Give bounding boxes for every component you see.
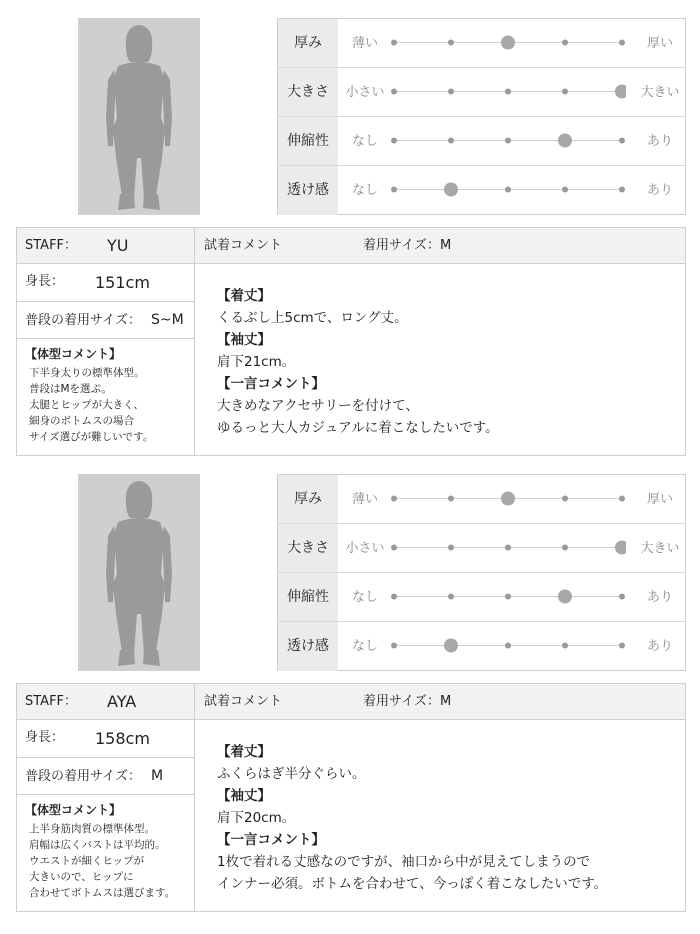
scale-tick <box>448 40 454 46</box>
body-type-comment <box>25 365 194 445</box>
scale-tick <box>562 545 568 551</box>
body-type-line: 細身のボトムスの場合 <box>29 415 134 427</box>
attribute-min-label: 小さい <box>345 541 385 556</box>
body-type-line: 肩幅は広くバストは平均的。 <box>29 839 166 851</box>
attribute-row <box>278 166 685 215</box>
attribute-max-label: あり <box>646 590 673 605</box>
fabric-attribute-table <box>277 18 686 215</box>
staff-review-block <box>0 456 700 912</box>
attribute-scale <box>390 524 626 572</box>
body-type-title: 【体型コメント】 <box>25 347 122 361</box>
scale-marker <box>615 541 626 555</box>
height-cell <box>17 720 194 758</box>
staff-profile-column <box>17 228 195 455</box>
attribute-row <box>278 622 685 671</box>
worn-size-label: 着用サイズ：M <box>363 694 452 709</box>
scale-tick <box>562 89 568 95</box>
scale-marker <box>501 492 515 506</box>
comment-section-heading: 【着丈】 <box>217 744 271 760</box>
attribute-scale-graphic <box>390 573 626 622</box>
usual-size-value: S~M <box>151 312 184 328</box>
scale-tick <box>562 187 568 193</box>
comment-section-heading: 【着丈】 <box>217 288 271 304</box>
staff-cell <box>17 228 194 264</box>
fitting-comment-label: 試着コメント <box>204 694 283 709</box>
fitting-comment-body <box>217 741 677 895</box>
fitting-comment-body <box>217 285 677 439</box>
staff-label: STAFF： <box>25 238 78 253</box>
attribute-min-label: 薄い <box>351 492 378 507</box>
attribute-scale <box>390 19 626 67</box>
scale-tick <box>619 594 625 600</box>
scale-tick <box>391 545 397 551</box>
fitting-comment-header <box>195 684 685 720</box>
body-type-line: 普段はMを選ぶ。 <box>29 383 112 395</box>
scale-marker <box>501 36 515 50</box>
staff-name: YU <box>107 236 129 255</box>
scale-tick <box>619 643 625 649</box>
staff-info-table <box>16 683 686 912</box>
attribute-max-label: あり <box>646 183 673 198</box>
scale-tick <box>391 40 397 46</box>
staff-profile-column <box>17 684 195 911</box>
attribute-scale-graphic <box>390 166 626 215</box>
attribute-row <box>278 19 685 68</box>
attribute-scale-graphic <box>390 622 626 671</box>
scale-tick <box>391 594 397 600</box>
scale-tick <box>391 496 397 502</box>
comment-text-line: 肩下21cm。 <box>217 354 296 370</box>
scale-marker <box>444 183 458 197</box>
attribute-min-label: 小さい <box>345 85 385 100</box>
usual-size-cell <box>17 758 194 795</box>
body-type-line: サイズ選びが難しいです。 <box>29 431 154 443</box>
attribute-max-label: 厚い <box>646 36 673 51</box>
attribute-scale-graphic <box>390 19 626 68</box>
attribute-scale-graphic <box>390 68 626 117</box>
scale-tick <box>505 594 511 600</box>
attribute-min-label: なし <box>351 639 378 654</box>
attribute-min-label: 薄い <box>351 36 378 51</box>
scale-tick <box>391 187 397 193</box>
scale-marker <box>444 639 458 653</box>
attribute-scale <box>390 573 626 621</box>
attribute-label: 厚み <box>278 19 338 67</box>
attribute-min-label: なし <box>351 134 378 149</box>
comment-text-line: 1枚で着れる丈感なのですが、袖口から中が見えてしまうので <box>217 854 591 870</box>
scale-tick <box>619 40 625 46</box>
attribute-row <box>278 475 685 524</box>
comment-text-line: 大きめなアクセサリーを付けて、 <box>217 398 419 414</box>
attribute-scale <box>390 475 626 523</box>
staff-info-table <box>16 227 686 456</box>
scale-tick <box>505 187 511 193</box>
attribute-label: 伸縮性 <box>278 573 338 621</box>
scale-tick <box>505 643 511 649</box>
scale-tick <box>391 89 397 95</box>
scale-tick <box>448 496 454 502</box>
height-value: 158cm <box>95 729 150 748</box>
attribute-label: 大きさ <box>278 524 338 572</box>
comment-section-heading: 【袖丈】 <box>217 332 271 348</box>
fitting-comment-column <box>195 684 685 911</box>
scale-tick <box>619 496 625 502</box>
attribute-label: 大きさ <box>278 68 338 116</box>
body-type-cell <box>17 339 194 455</box>
comment-section-heading: 【一言コメント】 <box>217 832 325 848</box>
scale-tick <box>619 187 625 193</box>
attribute-max-label: 厚い <box>646 492 673 507</box>
body-type-line: 下半身太りの標準体型。 <box>29 367 145 379</box>
body-type-line: 合わせてボトムスは選びます。 <box>29 887 176 899</box>
attribute-row <box>278 573 685 622</box>
scale-marker <box>615 85 626 99</box>
attribute-label: 厚み <box>278 475 338 523</box>
scale-tick <box>562 40 568 46</box>
attribute-max-label: あり <box>646 639 673 654</box>
body-type-line: 大きいので、ヒップに <box>29 871 134 883</box>
attribute-scale <box>390 68 626 116</box>
attribute-max-label: 大きい <box>640 85 680 100</box>
height-value: 151cm <box>95 273 150 292</box>
attribute-min-label: なし <box>351 590 378 605</box>
fitting-comment-header <box>195 228 685 264</box>
scale-tick <box>448 545 454 551</box>
scale-tick <box>391 138 397 144</box>
comment-text-line: くるぶし上5cmで、ロング丈。 <box>217 310 408 326</box>
attribute-max-label: 大きい <box>640 541 680 556</box>
staff-name: AYA <box>107 692 137 711</box>
fitting-comment-column <box>195 228 685 455</box>
height-cell <box>17 264 194 302</box>
body-type-comment <box>25 821 194 901</box>
person-silhouette-icon <box>78 474 200 671</box>
scale-tick <box>505 545 511 551</box>
attribute-scale-graphic <box>390 117 626 166</box>
comment-section-heading: 【袖丈】 <box>217 788 271 804</box>
scale-tick <box>562 496 568 502</box>
attribute-max-label: あり <box>646 134 673 149</box>
attribute-label: 透け感 <box>278 166 338 215</box>
attribute-scale-graphic <box>390 475 626 524</box>
comment-text-line: ゆるっと大人カジュアルに着こなしたいです。 <box>217 420 499 436</box>
body-type-line: 上半身筋肉質の標準体型。 <box>29 823 155 835</box>
fitting-comment-label: 試着コメント <box>204 238 283 253</box>
body-silhouette-image <box>78 474 200 671</box>
scale-marker <box>558 134 572 148</box>
scale-tick <box>505 138 511 144</box>
attribute-row <box>278 117 685 166</box>
body-type-title: 【体型コメント】 <box>25 803 122 817</box>
staff-review-block <box>0 0 700 456</box>
scale-marker <box>558 590 572 604</box>
height-label: 身長： <box>25 274 65 289</box>
scale-tick <box>562 643 568 649</box>
height-label: 身長： <box>25 730 65 745</box>
scale-tick <box>448 594 454 600</box>
comment-text-line: 肩下20cm。 <box>217 810 296 826</box>
attribute-scale <box>390 622 626 671</box>
scale-tick <box>619 138 625 144</box>
attribute-scale <box>390 166 626 215</box>
fabric-attribute-table <box>277 474 686 671</box>
usual-size-label: 普段の着用サイズ： <box>25 769 141 784</box>
person-silhouette-icon <box>78 18 200 215</box>
usual-size-value: M <box>151 768 164 784</box>
usual-size-cell <box>17 302 194 339</box>
staff-label: STAFF： <box>25 694 78 709</box>
body-type-line: ウエストが細くヒップが <box>29 855 145 867</box>
usual-size-label: 普段の着用サイズ： <box>25 313 141 328</box>
attribute-scale-graphic <box>390 524 626 573</box>
staff-cell <box>17 684 194 720</box>
scale-tick <box>391 643 397 649</box>
body-type-line: 太腿とヒップが大きく、 <box>29 399 144 411</box>
comment-text-line: ふくらはぎ半分ぐらい。 <box>217 766 366 782</box>
scale-tick <box>448 89 454 95</box>
attribute-label: 透け感 <box>278 622 338 671</box>
attribute-scale <box>390 117 626 165</box>
scale-tick <box>448 138 454 144</box>
attribute-label: 伸縮性 <box>278 117 338 165</box>
comment-section-heading: 【一言コメント】 <box>217 376 325 392</box>
body-type-cell <box>17 795 194 911</box>
scale-tick <box>505 89 511 95</box>
attribute-min-label: なし <box>351 183 378 198</box>
worn-size-label: 着用サイズ：M <box>363 238 452 253</box>
attribute-row <box>278 524 685 573</box>
body-silhouette-image <box>78 18 200 215</box>
attribute-row <box>278 68 685 117</box>
comment-text-line: インナー必須。ボトムを合わせて、今っぽく着こなしたいです。 <box>217 876 608 892</box>
